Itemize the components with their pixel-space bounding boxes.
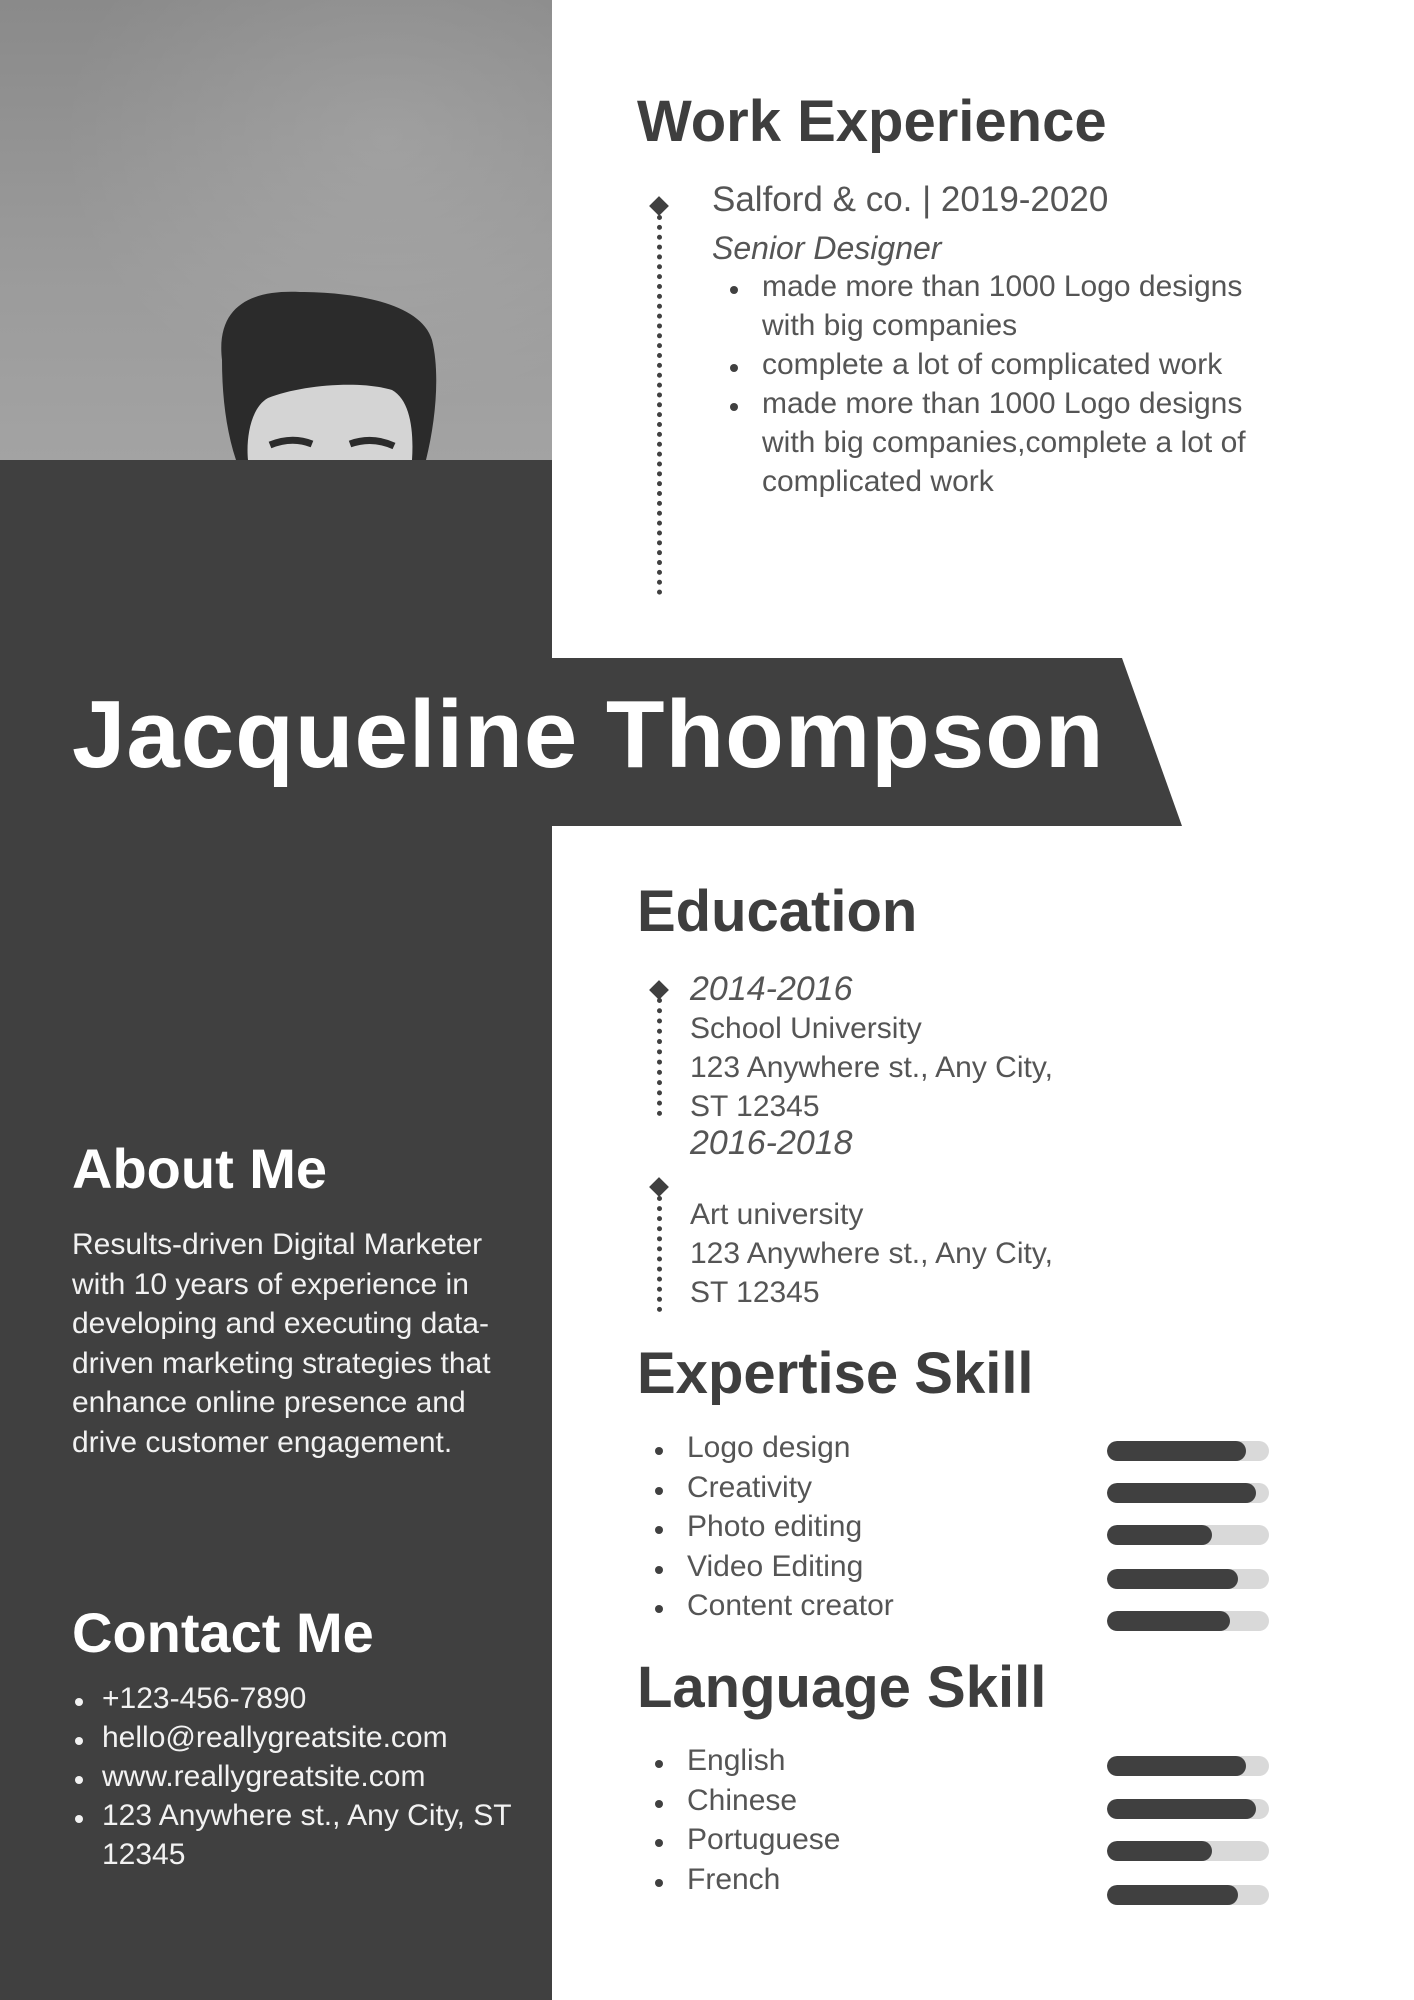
language-bar-fill	[1107, 1756, 1246, 1776]
education-address: ST 12345	[690, 1090, 820, 1123]
candidate-name: Jacqueline Thompson	[72, 681, 1105, 788]
skill-item: Logo design	[637, 1428, 1057, 1468]
contact-heading: Contact Me	[72, 1601, 374, 1664]
work-timeline	[657, 215, 662, 595]
about-heading: About Me	[72, 1137, 328, 1200]
timeline-diamond-icon	[649, 980, 669, 1000]
contact-website[interactable]: www.reallygreatsite.com	[72, 1757, 532, 1796]
skill-bar	[1107, 1525, 1269, 1545]
contact-list	[72, 1679, 532, 1874]
person-silhouette	[0, 0, 552, 460]
job-bullet: complete a lot of complicated work	[712, 345, 1252, 384]
language-heading: Language Skill	[637, 1655, 1047, 1720]
language-bar	[1107, 1841, 1269, 1861]
education-school: Art university	[690, 1198, 864, 1231]
skill-bar-fill	[1107, 1611, 1230, 1631]
work-experience-heading: Work Experience	[637, 89, 1107, 154]
timeline-diamond-icon	[649, 1177, 669, 1197]
language-item: French	[637, 1860, 1057, 1900]
about-text: Results-driven Digital Marketer with 10 years of experience in developing and executing data-driven marketing strategies that enhance online presence and drive customer engagement.	[72, 1228, 491, 1459]
timeline-diamond-icon	[649, 196, 669, 216]
language-list	[637, 1741, 1057, 1899]
skill-bar	[1107, 1441, 1269, 1461]
skill-bar	[1107, 1569, 1269, 1589]
education-school: School University	[690, 1012, 922, 1045]
skill-bar	[1107, 1483, 1269, 1503]
education-entry	[690, 970, 1053, 1126]
job-bullet: made more than 1000 Logo designs with big companies,complete a lot of complicated work	[712, 384, 1252, 501]
skill-bar-fill	[1107, 1441, 1246, 1461]
education-timeline	[657, 1196, 662, 1312]
education-timeline	[657, 998, 662, 1116]
expertise-heading: Expertise Skill	[637, 1341, 1034, 1406]
language-bar	[1107, 1799, 1269, 1819]
skill-item: Photo editing	[637, 1507, 1057, 1547]
language-bar	[1107, 1885, 1269, 1905]
job-bullet: made more than 1000 Logo designs with big companies	[712, 267, 1252, 345]
skill-bar-fill	[1107, 1525, 1212, 1545]
profile-photo	[0, 0, 552, 460]
education-heading: Education	[637, 879, 918, 944]
education-address: 123 Anywhere st., Any City,	[690, 1237, 1053, 1270]
education-address: 123 Anywhere st., Any City,	[690, 1051, 1053, 1084]
skill-item: Content creator	[637, 1586, 1057, 1626]
education-address: ST 12345	[690, 1276, 820, 1309]
language-item: Chinese	[637, 1781, 1057, 1821]
skill-item: Creativity	[637, 1468, 1057, 1508]
contact-email[interactable]: hello@reallygreatsite.com	[72, 1718, 532, 1757]
language-bar-fill	[1107, 1799, 1256, 1819]
contact-phone[interactable]: +123-456-7890	[72, 1679, 532, 1718]
education-years: 2016-2018	[690, 1124, 853, 1162]
language-item: Portuguese	[637, 1820, 1057, 1860]
language-bar-fill	[1107, 1841, 1212, 1861]
expertise-list	[637, 1428, 1057, 1626]
language-bar-fill	[1107, 1885, 1238, 1905]
job-bullet-list	[712, 267, 1252, 501]
education-years: 2014-2016	[690, 970, 853, 1008]
language-bar	[1107, 1756, 1269, 1776]
job-role: Senior Designer	[712, 230, 942, 266]
language-item: English	[637, 1741, 1057, 1781]
skill-item: Video Editing	[637, 1547, 1057, 1587]
skill-bar	[1107, 1611, 1269, 1631]
skill-bar-fill	[1107, 1569, 1238, 1589]
job-company-years: Salford & co. | 2019-2020	[712, 180, 1109, 219]
education-entry	[690, 1195, 1053, 1312]
skill-bar-fill	[1107, 1483, 1256, 1503]
contact-address: 123 Anywhere st., Any City, ST 12345	[72, 1796, 532, 1874]
